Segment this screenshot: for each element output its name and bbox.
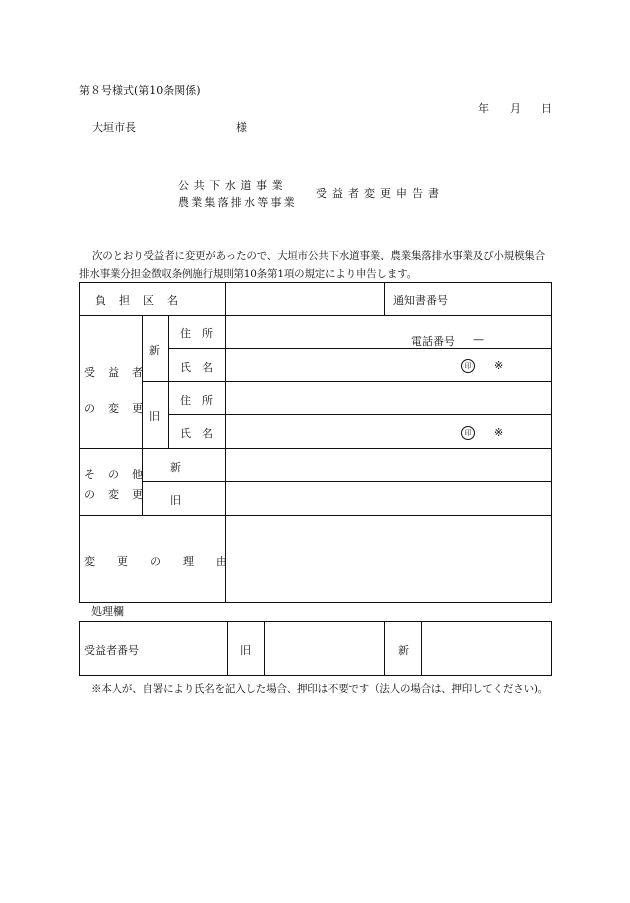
date-month-label: 月 — [510, 102, 521, 115]
seal-mark-icon: 印 — [461, 359, 475, 373]
processing-label: 処理欄 — [91, 605, 124, 618]
processing-old-label: 旧 — [240, 644, 251, 657]
burden-area-label: 負 担 区 名 — [95, 294, 179, 307]
title-line-2: 農業集落排水等事業 — [178, 196, 297, 209]
notice-number-field[interactable] — [460, 287, 548, 313]
reason-label: 変 更 の 理 由 — [84, 555, 233, 568]
new-address-label: 住 所 — [180, 327, 213, 340]
beneficiary-change-label-1: 受 益 者 — [84, 366, 144, 379]
title-line-1: 公共下水道事業 — [178, 179, 288, 192]
asterisk-new: ※ — [494, 359, 504, 372]
date-year-label: 年 — [478, 102, 489, 115]
seal-mark-new — [461, 358, 475, 373]
phone-label: 電話番号 — [411, 335, 455, 348]
other-change-label-1: そ の 他 — [84, 468, 144, 481]
beneficiary-number-label: 受益者番号 — [84, 644, 139, 657]
honorific: 様 — [236, 121, 247, 134]
page-title: 受益者変更申告書 — [316, 187, 444, 200]
burden-area-field[interactable] — [227, 287, 383, 313]
old-beneficiary-label: 旧 — [149, 410, 160, 423]
other-new-label: 新 — [170, 461, 181, 474]
seal-mark-old — [461, 425, 475, 440]
new-beneficiary-label: 新 — [149, 344, 160, 357]
phone-dash: — — [473, 333, 484, 346]
notice-number-label: 通知書番号 — [393, 294, 448, 307]
asterisk-old: ※ — [494, 426, 504, 439]
other-old-label: 旧 — [170, 494, 181, 507]
footnote: ※本人が、自署により氏名を記入した場合、押印は不要です（法人の場合は、押印してください)。 — [91, 683, 549, 695]
new-name-label: 氏 名 — [180, 361, 213, 374]
reason-field[interactable] — [228, 518, 548, 600]
seal-mark-icon: 印 — [461, 426, 475, 440]
form-number: 第８号様式(第10条関係) — [79, 84, 201, 97]
old-name-label: 氏 名 — [180, 427, 213, 440]
body-text-line-2: 排水事業分担金徴収条例施行規則第10条第1項の規定により申告します。 — [79, 268, 417, 280]
old-address-label: 住 所 — [180, 394, 213, 407]
beneficiary-change-label-2: の 変 更 — [84, 402, 144, 415]
body-text-line-1: 次のとおり受益者に変更があったので、大垣市公共下水道事業、農業集落排水事業及び小規模集合 — [92, 250, 545, 262]
other-change-label-2: の 変 更 — [84, 488, 144, 501]
date-day-label: 日 — [541, 102, 552, 115]
addressee: 大垣市長 — [92, 121, 136, 134]
processing-new-label: 新 — [398, 644, 409, 657]
